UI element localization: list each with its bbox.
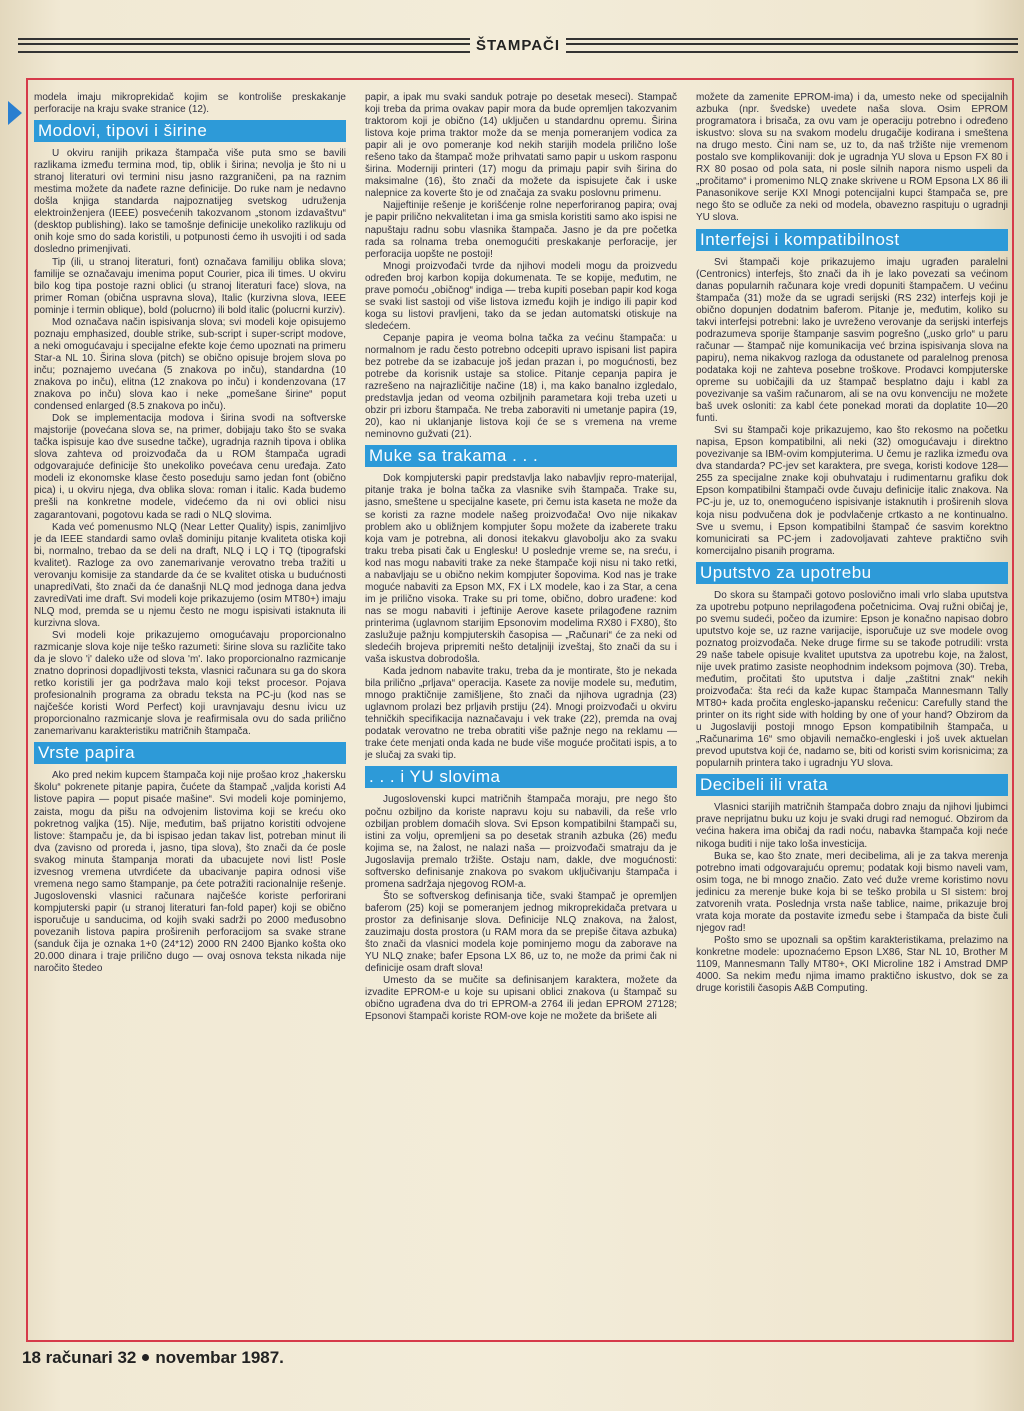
section-heading-uputstvo: Uputstvo za upotrebu: [696, 562, 1008, 584]
paragraph: Jugoslovenski kupci matričnih štampača moraju, pre nego što počnu ozbiljno da koriste napravu koju su nabavili, da reše vrlo ozbiljan problem domaćih slova. Svi Epson kompatibilni štampači su, istini za volju, opremljeni sa po desetak stranih azbuka (26) među kojima se, na žalost, ne nalazi naša — proizvođači smatraju da je Jugoslavija premalo tržište. Ostaju nam, dakle, dve mogućnosti: softversko definisanje znakova po svakom uključivanju štampača i promena sadržaja njegovog ROM-a.: [365, 794, 677, 890]
paragraph: Kada već pomenusmo NLQ (Near Letter Quality) ispis, zanimljivo je da IEEE standardi samo ovlaš dominiju pitanje kvaliteta otiska koji bi, normalno, trebao da se deli na draft, NLQ i LQ i TQ (tipografski kvalitet). Razloge za ovo zanemarivanje verovatno treba tražiti u verovanju komisije za standarde da će se kvalitet otiska u budućnosti unaprediVati, što znači da će današnji NLQ mod jednoga dana jedva zavrediVati ime draft. Svi modeli koje prikazujemo (osim MT80+) imaju NLQ mod, premda se u njemu često ne mogu ispisivati istaknuta ili kurzivna slova.: [34, 521, 346, 629]
section-heading-vrste-papira: Vrste papira: [34, 742, 346, 764]
section-heading-interfejsi: Interfejsi i kompatibilnost: [696, 229, 1008, 251]
paragraph: Tip (ili, u stranoj literaturi, font) označava familiju oblika slova; familije se označavaju imenima poput Courier, pica ili times. U okviru bilo kog tipa postoje razni oblici (u stranoj literaturi face) slova, na primer Roman (obična uspravna slova), Italic (kurzivna slova, IEEE pominje i termin oblique), bold (polucrno) ili bold italic (polucrni kurziv).: [34, 256, 346, 316]
header-title: ŠTAMPAČI: [475, 36, 561, 54]
bullet-icon: [142, 1354, 149, 1361]
paragraph: Vlasnici starijih matričnih štampača dobro znaju da njihovi ljubimci prave neprijatnu buku uz koju je svaki drugi rad nemoguć. Obzirom da većina hakera ima običaj da radi noću, nabavka štampača koji neće nikoga buditi i nije tako loša investicija.: [696, 802, 1008, 850]
paragraph: Buka se, kao što znate, meri decibelima, ali je za takva merenja potrebno imati odgovarajuću opremu; podatak koji bismo naveli vam, osim toga, ne bi mnogo značio. Zato već duže vreme koristimo novu jedinicu za merenje buke koja bi se teško probila u SI sistem: broj zatvorenih vrata. Poslednja vrsta naše tablice, naime, prikazuje broj vrata koja morate da postavite između sebe i štampača da biste čuli njegov rad!: [696, 850, 1008, 934]
paragraph: Mod označava način ispisivanja slova; svi modeli koje opisujemo poznaju emphasized, double strike, sub-script i super-script modove, a neki omogućavaju i specijalne efekte koje ćemo upoznati na primeru Star-a NL 10. Širina slova (pitch) se obično opisuje brojem slova po inču; poznajemo uvećana (5 znakova po inču), standardna (10 znakova po inču), elitna (12 znakova po inču) i kondenzovana (17 znakova po inču) slova kao i neke „pomešane širine“ poput condensed enlarged (8.5 znakova po inču).: [34, 316, 346, 413]
page-footer: [22, 1348, 284, 1368]
paragraph: Ako pred nekim kupcem štampača koji nije prošao kroz „hakersku školu“ pokrenete pitanje papira, čućete da štampač „valjda koristi A4 listove papira — poput pisaće mašine“. Svi modeli koje pominjemo, zaista, mogu da pišu na odvojenim listovima koji se kreću oko pokretnog valjka (15). Nije, međutim, baš prijatno koristiti odvojene listove: štampaču je, da bi ispisao jedan takav list, potreban minut ili dva (zavisno od proreda i, jasno, tipa slova), što znači da će posle svakog minuta štampanja morati da ubacujete novi list! Posle izvesnog vremena utvrdićete da ubacivanje papira odnosi više vremena nego samo štampanje, pa ćete potražiti racionalnije rešenje. Jugoslovenski vlasnici računara najčešće koriste perforirani kompjuterski papir (u stranoj literaturi fan-fold paper) koji se obično isporučuje u sanducima, od kojih svaki sadrži po 2000 međusobno povezanih listova papira proširenih perforacijom sa svake strane (sanduk čija je oznaka 1+0 (24*12) 2000 RN 2400 Bjanko košta oko 20.000 dinara i traje prilično dugo — ovaj osnova teksta nikada nije naročito štedeo: [34, 770, 346, 975]
page-header: [18, 30, 1018, 60]
paragraph: Dok se implementacija modova i širina svodi na softverske majstorije (povećana slova se, na primer, dobijaju tako što se svaka tačka ispisuje kao dve susedne tačke), ugradnja raznih tipova i oblika slova zahteva od proizvođača da u ROM štampača ugradi odgovarajuće definicije što unekoliko povećava cenu uređaja. Zato modeli iz ekonomske klase često poseduju samo jedan font (obično pica) i, u okviru njega, dva oblika slova: roman i italic. Kada budemo prešli na konkretne modele, videćemo da ni ovi oblici nisu zagarantovani, pogotovu kada se radi o NLQ slovima.: [34, 413, 346, 521]
column-1: [34, 92, 346, 1332]
paragraph: Kada jednom nabavite traku, treba da je montirate, što je nekada bila prilično „prljava“ operacija. Kasete za novije modele su, međutim, mnogo praktičnije zamišljene, što znači da njihova ugradnja (23) uglavnom prolazi bez prljavih prstiju (24). Mnogi proizvođači u okviru tehničkih specifikacija naznačavaju i vek trake (22), premda na ovaj podatak verovatno ne treba obratiti više pažnje nego na reklamu — trake ćete menjati onda kada ne bude više moguće pročitati ispis, a to je slučaj za svaki tip.: [365, 666, 677, 762]
paragraph: Svi su štampači koje prikazujemo, kao što rekosmo na početku napisa, Epson kompatibilni, ali neki (32) omogućavaju i direktno povezivanje sa IBM-ovim kompjuterima. U čemu je razlika između ova dva standarda? PC-jev set karaktera, pre svega, koristi kodove 128—255 za specijalne znake koji obuhvataju i rudimentarnu grafiku dok Epson kompatibilni štampači ovde čuvaju definicije italic znakova. Na PC-ju je, uz to, onemogućeno ispisivanje istaknutih i proširenih slova koja nisu podvučena dok je podvlačenje crtkasto a ne kontinualno. Sve u svemu, i Epson kompatibilni štampač će sasvim korektno komunicirati sa PC-jem i zadovoljavati zahteve praktično svih komercijalno pisanih programa.: [696, 425, 1008, 557]
paragraph: Umesto da se mučite sa definisanjem karaktera, možete da izvadite EPROM-e u koje su upisani oblici znakova (u štampač su obično ugrađena dva do tri EPROM-a 2764 ili jedan EPROM 27128; Epsonovi štampači koriste ROM-ove koje ne možete da brišete ali: [365, 975, 677, 1023]
paragraph: Najjeftinije rešenje je korišćenje rolne neperforiranog papira; ovaj je papir prilično nekvalitetan i ima ga smisla koristiti samo ako ispisi ne napuštaju radnu sobu vlasnika štampača. Jasno je da pre početka rada sa rolnama treba onemogućiti preskakanje perforacije, jer perforacija uopšte ne postoji!: [365, 200, 677, 260]
paragraph: Dok kompjuterski papir predstavlja lako nabavljiv repro-materijal, pitanje traka je bolna tačka za vlasnike svih štampača. Trake su, jasno, smeštene u specijalne kasete, pri čemu ista kaseta ne može da se koristi za razne modele našeg proizvođača! Ovo nije nikakav problem ako u obližnjem kompjuter šopu možete da izaberete traku koja vam je potrebna, ali donosi itekakvu glavobolju ako za svaku traku treba pisati čak u Englesku! U poslednje vreme se, na sreću, i kod nas mogu nabaviti trake za neke štampače koji nisu ni tako retki, a nabavljaju se u obično nekim kompjuter šopovima. Kod nas je trake moguće nabaviti za Epson MX, FX i LX modele, kao i za Star, a cena im je prilično visoka. Trake su pri tome, obično, dobro urađene: kod nas se mogu nabaviti i jeftinije Aerove kasete prilagođene raznim printerima (uglavnom starijim Epsonovim modelima RX80 i FX80), što zaslužuje pažnju kompjuterskih časopisa — „Računari“ će za neki od sledećih brojeva pripremiti nešto detaljniji izveštaj, što znači da su i vaša iskustva dobrodošla.: [365, 473, 677, 666]
paragraph: možete da zamenite EPROM-ima) i da, umesto neke od specijalnih azbuka (npr. švedske) uvedete naša slova. Osim EPROM programatora i brisača, za ovu vam je operaciju potrebno i određeno iskustvo: slova su na svakom modelu drugačije kodirana i smeštena na drugo mesto. Čini nam se, uz to, da naš tržište nije vremenom postalo sve komplikovaniji: dok je ugradnja YU slova u Epson FX 80 i RX 80 posao od pola sata, ni posle silnih napora nismo uspeli da „pročitamo“ i promenimo NLQ znake skrivene u ROM Epsona LX 86 ili Panasonikove serije KXI Mnogi potencijalni kupci štampača se, pre nego što se odluče za neki od modela, obavezno raspituju o ugradnji YU slova.: [696, 92, 1008, 224]
paragraph: Cepanje papira je veoma bolna tačka za većinu štampača: u normalnom je radu često potrebno odcepiti upravo ispisani list papira bez potrebe da se izabacuje još jedan prazan i, po mogućnosti, bez potrebe da korisnik ustaje sa stolice. Pitanje cepanja papira je razrešeno na najrazličitije načine (18) i, ma kako banalno izgledalo, predstavlja jedan od veoma ozbiljnih parametara koji treba uzeti u obzir pri izboru štampača. Ne treba zaboraviti ni umetanje papira (19, 20), kao ni uklanjanje listova koji će se s vremena na vreme neminovno gužvati (21).: [365, 332, 677, 441]
paragraph: Do skora su štampači gotovo poslovično imali vrlo slaba uputstva za upotrebu potpuno neprilagođena početnicima. Ovaj ružni običaj je, po svemu sudeći, počeo da izumire: Epson je konačno napisao dobro uputstvo koje se, uz razne varijacije, isporučuje uz sve modele ovog poznatog proizvođača. Neke druge firme su se takođe potrudili: vrsta 29 naše tabele opisuje kvalitet uputstva za upotrebu koje, na žalost, nije uvek pratimo zasiste neophodnim indeksom pojmova (30). Treba, međutim, pročitati što uputstva i dalje „zaštitni znak“ nekih proizvođača: šta reći da kaže kupac štampača Mannesmann Tally MT80+ kada pročita englesko-japansku rečenicu: Carefully stand the printer on its right side with holding by one of your hand? Obzirom da u Jugoslaviji postoji mnogo Epson kompatibilnih štampača, u „Računarima 16“ smo objavili nemačko-engleski i još uvek aktuelan prevod uputstva koji će, nadamo se, biti od koristi svim korisnicima; za popularnih printera tako i ugradnju YU slova.: [696, 589, 1008, 770]
issue-date: novembar 1987.: [155, 1348, 284, 1367]
column-3: [696, 92, 1008, 1332]
magazine-name: računari 32: [45, 1348, 137, 1367]
paragraph: modela imaju mikroprekidač kojim se kontroliše preskakanje perforacije na kraju svake stranice (12).: [34, 92, 346, 116]
section-heading-decibeli: Decibeli ili vrata: [696, 774, 1008, 796]
paragraph: Svi modeli koje prikazujemo omogućavaju proporcionalno razmicanje slova koje nije teško razumeti: širine slova su različite tako da je slovo 'i' daleko uže od slova 'm'. Iako proporcionalno razmicanje znatno doprinosi dopadljivosti teksta, vlasnici računara su ga do skora retko koristili jer ga podržava malo koji tekst procesor. Pojava profesionalnih programa za obradu teksta na PC-ju (kod nas se najčešće koristi Word Perfect) koji uravnjavaju desnu ivicu uz proporcionalno razmicanje slova je reafirmisala ovu do sada prilično zanemarivanu karakteristiku matričnih štampača.: [34, 629, 346, 738]
paragraph: Mnogi proizvođači tvrde da njihovi modeli mogu da proizvedu određen broj karbon kopija dokumenata. Te se kopije, međutim, ne prave pomoću „običnog“ indiga — treba kupiti poseban papir kod koga se svaki list sastoji od više listova između kojih je indigo ili papir kod koga su listovi pravljeni, tako da se jedan automatski otiskuje na sledećem.: [365, 260, 677, 332]
column-2: [365, 92, 677, 1332]
section-heading-muke-sa-trakama: Muke sa trakama . . .: [365, 445, 677, 467]
article-start-marker-icon: [8, 101, 22, 125]
section-heading-modovi: Modovi, tipovi i širine: [34, 120, 346, 142]
paragraph: Što se softverskog definisanja tiče, svaki štampač je opremljen baferom (25) koji se pomeranjem jednog mikroprekidača pretvara u prostor za definisanje slova. Definicije NLQ znakova, na žalost, zauzimaju dosta prostora (u RAM mora da se prepiše čitava azbuka) što znači da vlasnici modela koje pominjemo mogu da zaborave na YU NLQ znake; bafer Epsona LX 86, uz to, ne može da primi čak ni definicije osam draft slova!: [365, 890, 677, 975]
paragraph: Svi štampači koje prikazujemo imaju ugrađen paralelni (Centronics) interfejs, što znači da ih je lako povezati sa većinom danas popularnih računara koje vredi dopuniti štampačem. U većinu štampača (31) može da se ugradi serijski (RS 232) interfejs koji je obično dopunjen dodatnim baferom. Pitanje je, međutim, koliko su takvi interfejsi potrebni: lako je uvreženo verovanje da serijski interfejs podrazumeva sporije štampanje sasvim pogrešno („usko grlo“ u paru računar — štampač nije komunikacija već brzina ispisivanja slova na papiru), nema nikakvog razloga da odustanete od paralelnog prenosa podataka koji ne zahteva posebne troškove. Prodavci kompjuterske opreme su uobičajili da uz štampač besplatno daju i kabl za povezivanje sa vašim računarom, ali se na ovu konvenciju ne možete baš uvek osloniti: za kabl ćete ponekad morati da doplatite 10—20 funti.: [696, 256, 1008, 425]
paragraph: papir, a ipak mu svaki sanduk potraje po desetak meseci). Štampač koji treba da prima ovakav papir mora da bude opremljen takozvanim traktorom koji je obično (14) uključen u standardnu opremu. Širina listova koje prima traktor može da se menja pomeranjem vodica za papir ali je ovo pomeranje kod nekih starijih modela prilično loše rešeno tako da štampač može prihvatati samo papir u uskom rasponu širina. Moderniji printeri (17) mogu da primaju papir svih širina do maksimalne (16), što znači da možete da ispisujete čak i uske nalepnice za koverte što je od značaja za svaku poslovnu primenu.: [365, 92, 677, 200]
page-number: 18: [22, 1348, 41, 1367]
paragraph: U okviru ranijih prikaza štampača više puta smo se bavili razlikama između termina mod, tip, oblik i širina; nevolja je što ni u stranoj literaturi ovi termini nisu jasno razgraničeni, pa na raznim mestima možete da nađete razne definicije. Do ruke nam je nedavno došla knjiga standarda najpoznatijeg svetskog udruženja elektroinženjera (IEEE) posvećenih takozvanom „stonom izdavaštvu“ (desktop publishing). Iako se tamošnje definicije unekoliko razlikuju od onih koje smo do sada koristili, u potpunosti ćemo ih usvojiti i od sada dosledno primenjivati.: [34, 148, 346, 256]
header-rule-left: [18, 38, 470, 53]
header-rule-right: [566, 38, 1018, 53]
section-heading-yu-slovima: . . . i YU slovima: [365, 766, 677, 788]
paragraph: Pošto smo se upoznali sa opštim karakteristikama, prelazimo na konkretne modele: upoznaćemo Epson LX86, Star NL 10, Brother M 1109, Mannesmann Tally MT80+, OKI Microline 182 i Amstrad DMP 4000. Sa nekim među njima imamo praktično iskustvo, dok se za druge koristili časopis A&B Computing.: [696, 934, 1008, 995]
